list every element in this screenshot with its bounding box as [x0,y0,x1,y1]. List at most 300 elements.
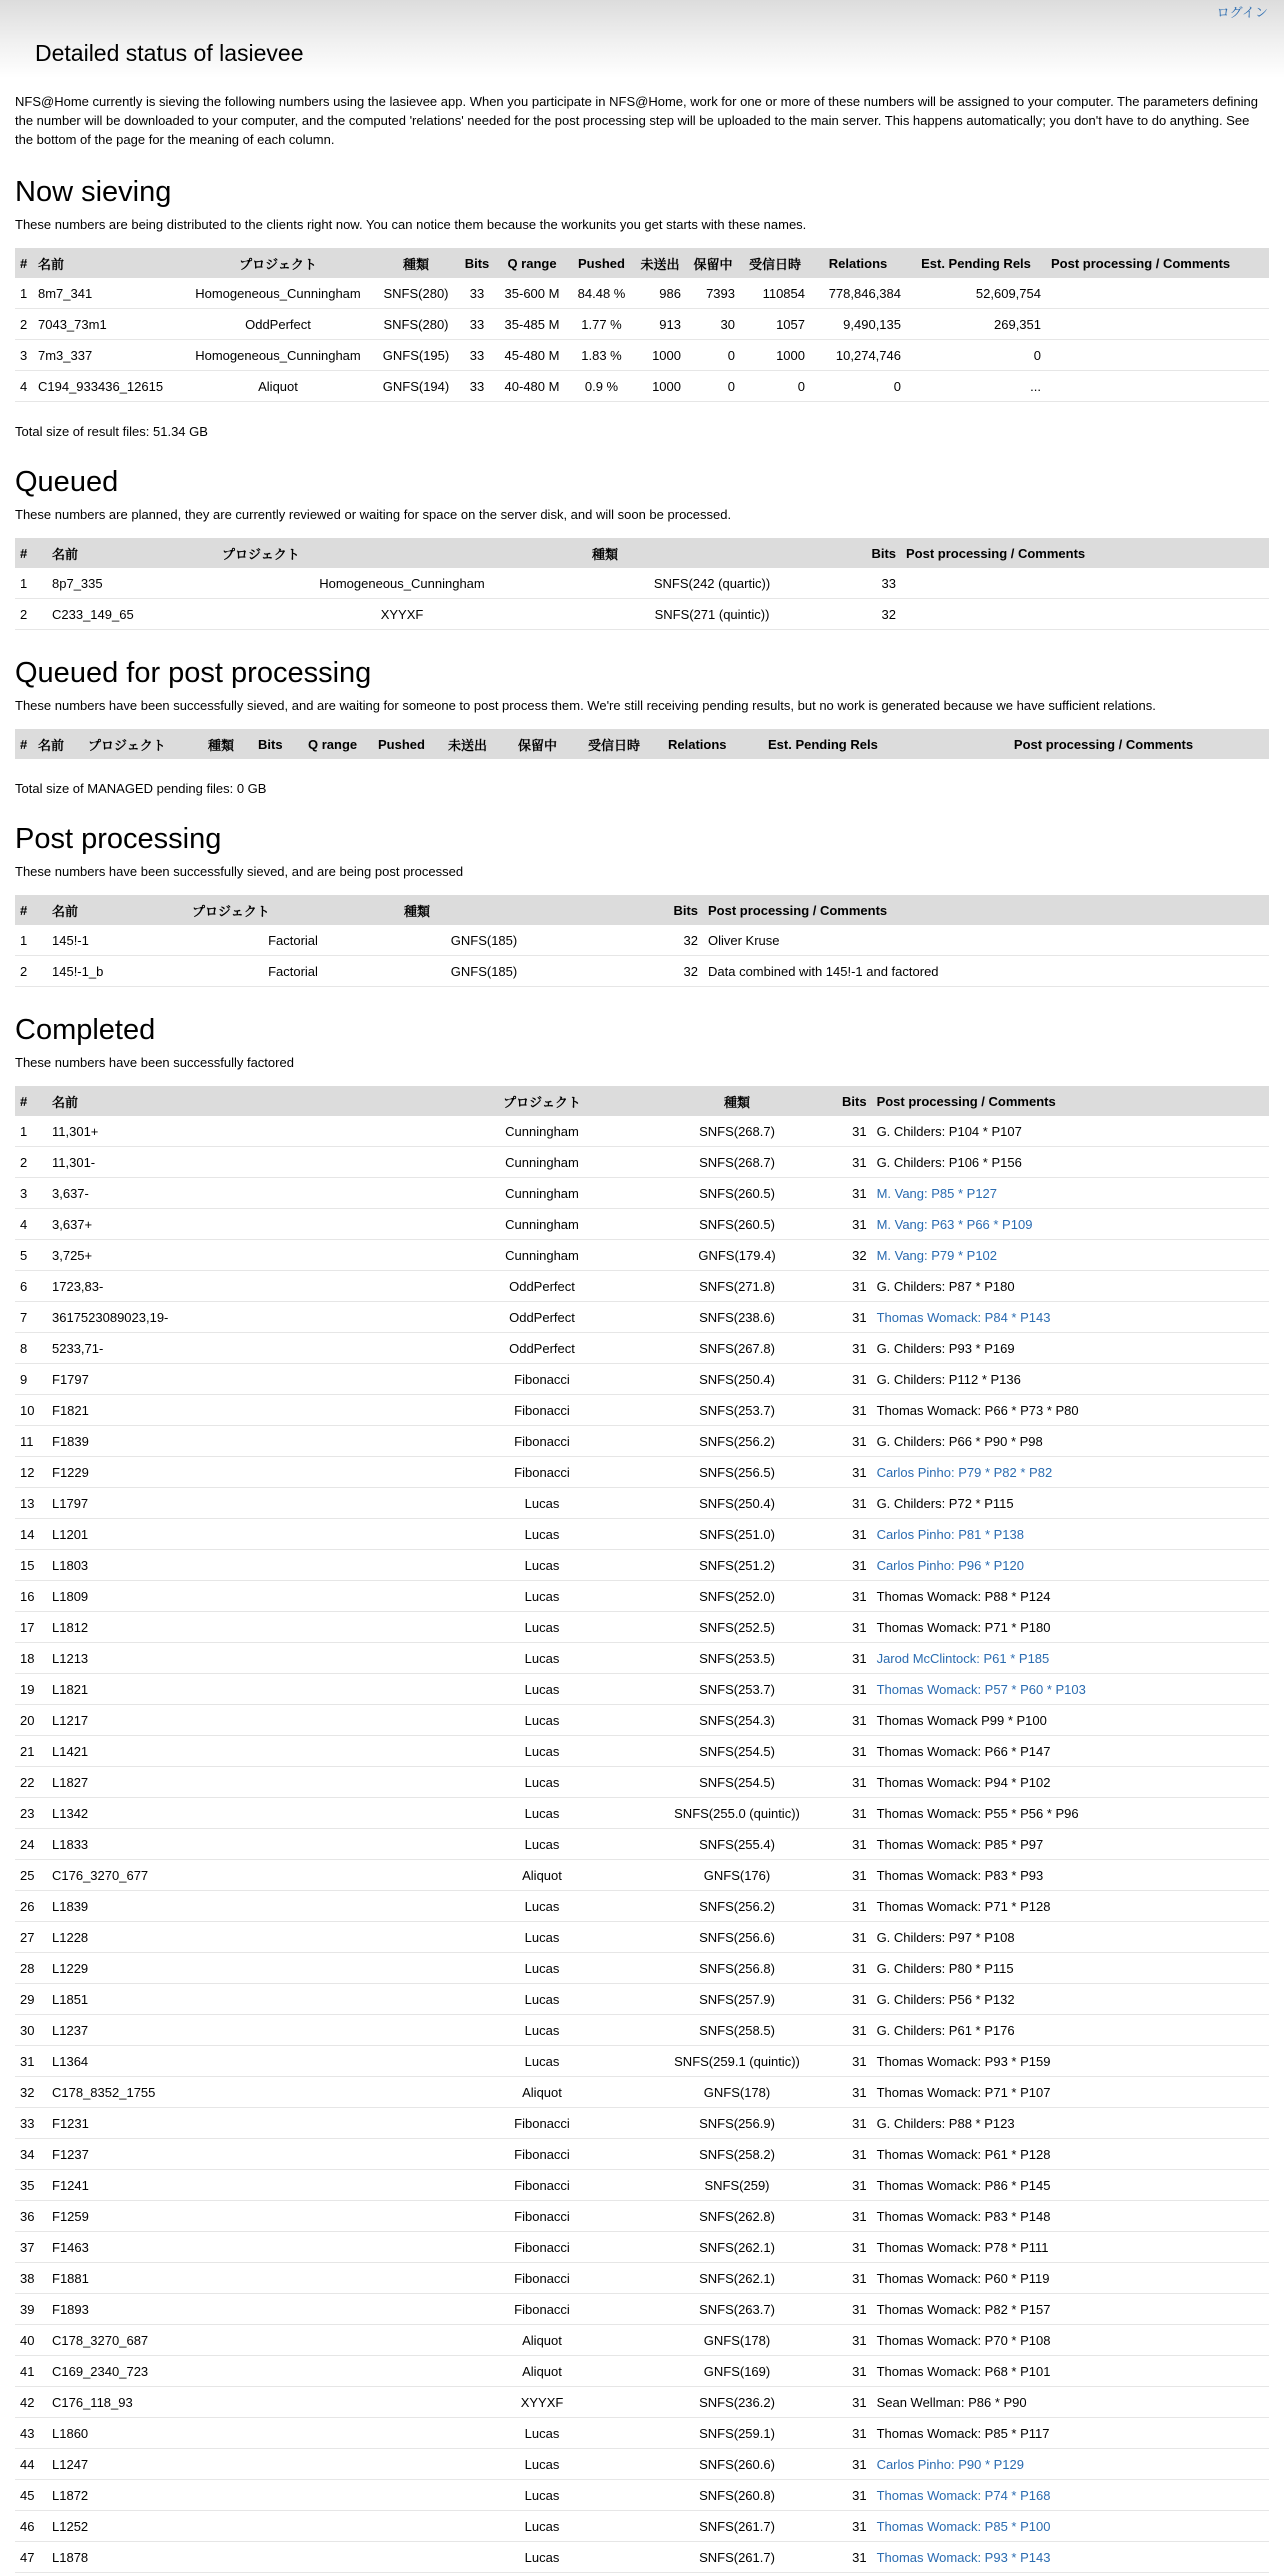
table-cell: 32 [837,1240,872,1271]
table-row [15,1271,1269,1302]
table-cell: Sean Wellman: P86 * P90 [872,2387,1269,2418]
table-cell: C176_118_93 [47,2387,447,2418]
table-cell: 110854 [740,278,810,309]
column-header: Bits [459,248,495,278]
table-cell: 31 [837,1271,872,1302]
table-row [15,371,1269,402]
table-cell: SNFS(251.0) [637,1519,837,1550]
table-cell: Lucas [447,1984,637,2015]
table-cell: 3 [15,340,33,371]
table-cell: GNFS(179.4) [637,1240,837,1271]
table-cell: Lucas [447,1488,637,1519]
table-cell: L1821 [47,1674,447,1705]
table-cell: 0 [810,371,906,402]
column-header: Q range [303,729,373,759]
table-cell: 35-485 M [495,309,569,340]
table-cell: Lucas [447,1674,637,1705]
table-row [15,340,1269,371]
table-cell: Aliquot [183,371,373,402]
table-row [15,568,1269,599]
table-cell: 31 [837,2542,872,2573]
table-cell: 35 [15,2170,47,2201]
table-cell: 47 [15,2542,47,2573]
table-cell: SNFS(271.8) [637,1271,837,1302]
table-cell: 31 [837,2263,872,2294]
table-cell: SNFS(254.3) [637,1705,837,1736]
sieving-total: Total size of result files: 51.34 GB [15,424,208,439]
table-cell: 84.48 % [569,278,634,309]
table-row [15,1953,1269,1984]
table-cell: GNFS(185) [399,925,569,956]
table-row [15,2325,1269,2356]
table-cell: 13 [15,1488,47,1519]
table-cell: L1237 [47,2015,447,2046]
table-cell: 23 [15,1798,47,1829]
column-header: 名前 [47,1086,447,1116]
table-cell: GNFS(169) [637,2356,837,2387]
table-cell: F1229 [47,1457,447,1488]
table-cell: F1231 [47,2108,447,2139]
table-cell: GNFS(178) [637,2325,837,2356]
table-cell: 8p7_335 [47,568,217,599]
table-cell: SNFS(268.7) [637,1116,837,1147]
table-cell: G. Childers: P104 * P107 [872,1116,1269,1147]
table-cell: Fibonacci [447,2294,637,2325]
table-cell: 1 [15,1116,47,1147]
table-cell [901,568,1269,599]
table-cell: SNFS(261.7) [637,2542,837,2573]
table-cell: Lucas [447,1581,637,1612]
table-cell: 2 [15,309,33,340]
table-cell: OddPerfect [447,1302,637,1333]
table-cell: 11,301- [47,1147,447,1178]
table-cell: Lucas [447,1612,637,1643]
column-header: 種類 [203,729,253,759]
table-cell: 31 [837,1984,872,2015]
table-cell: 31 [837,2232,872,2263]
table-cell: 31 [837,1798,872,1829]
table-cell: 27 [15,1922,47,1953]
table-cell: Thomas Womack: P66 * P73 * P80 [872,1395,1269,1426]
table-cell: Aliquot [447,2356,637,2387]
intro-text: NFS@Home currently is sieving the following numbers using the lasievee app. When you participate in NFS@Home, work for one or more of these numbers will be assigned to your computer. The parameters defining the number will be downloaded to your computer, and the computed 'relations' needed for the post processing step will be uploaded to the main server. This happens automatically; you don't have to do anything. See the bottom of the page for the meaning of each column. [15,94,1258,147]
table-cell: 1 [15,568,47,599]
sieving-description: These numbers are being distributed to the clients right now. You can notice them because the workunits you get starts with these names. [15,217,807,232]
table-cell: G. Childers: P56 * P132 [872,1984,1269,2015]
table-cell: Homogeneous_Cunningham [183,278,373,309]
table-cell: 1057 [740,309,810,340]
sieving-title: Now sieving [15,176,172,208]
result-link[interactable]: M. Vang: P63 * P66 * P109 [872,1209,1269,1240]
column-header: Post processing / Comments [901,538,1269,568]
table-cell: XYYXF [447,2387,637,2418]
table-cell: SNFS(260.6) [637,2449,837,2480]
table-cell: 43 [15,2418,47,2449]
table-cell: 16 [15,1581,47,1612]
table-cell: SNFS(271 (quintic)) [587,599,837,630]
table-cell: 31 [837,2046,872,2077]
table-cell: 33 [459,278,495,309]
column-header: 種類 [637,1086,837,1116]
table-cell: Fibonacci [447,1457,637,1488]
table-cell: L1217 [47,1705,447,1736]
table-cell: 33 [837,568,901,599]
table-cell [1046,340,1269,371]
table-cell: G. Childers: P97 * P108 [872,1922,1269,1953]
table-cell: Fibonacci [447,2170,637,2201]
table-cell: 31 [15,2046,47,2077]
table-cell: L1860 [47,2418,447,2449]
table-cell: 31 [837,2387,872,2418]
table-cell: Thomas Womack: P83 * P93 [872,1860,1269,1891]
table-cell: 145!-1 [47,925,187,956]
queued-table [15,538,1269,630]
table-cell: Cunningham [447,1147,637,1178]
table-cell: Thomas Womack: P93 * P159 [872,2046,1269,2077]
table-cell: Fibonacci [447,2139,637,2170]
table-cell: Aliquot [447,2325,637,2356]
table-row [15,1178,1269,1209]
table-cell: G. Childers: P112 * P136 [872,1364,1269,1395]
table-cell: 11 [15,1426,47,1457]
table-cell: L1797 [47,1488,447,1519]
table-cell: Fibonacci [447,2232,637,2263]
table-cell: Homogeneous_Cunningham [217,568,587,599]
table-row [15,1798,1269,1829]
table-cell: Thomas Womack: P82 * P157 [872,2294,1269,2325]
result-link[interactable]: Jarod McClintock: P61 * P185 [872,1643,1269,1674]
result-link[interactable]: M. Vang: P79 * P102 [872,1240,1269,1271]
table-cell: 31 [837,1395,872,1426]
table-cell: 1000 [634,340,686,371]
table-row [15,1209,1269,1240]
table-cell: Thomas Womack: P85 * P97 [872,1829,1269,1860]
column-header: Post processing / Comments [938,729,1269,759]
table-cell: L1228 [47,1922,447,1953]
table-cell: 33 [459,371,495,402]
table-cell: SNFS(256.2) [637,1426,837,1457]
table-cell: 1.83 % [569,340,634,371]
table-cell: GNFS(176) [637,1860,837,1891]
table-cell: 10 [15,1395,47,1426]
table-cell: 1 [15,925,47,956]
table-cell: F1821 [47,1395,447,1426]
table-row [15,1674,1269,1705]
queued-pp-total: Total size of MANAGED pending files: 0 GB [15,781,267,796]
table-cell: SNFS(250.4) [637,1488,837,1519]
table-cell: 22 [15,1767,47,1798]
table-cell: 44 [15,2449,47,2480]
queued-pp-header-row [15,729,1269,759]
table-cell: 0 [686,340,740,371]
table-cell: Thomas Womack: P78 * P111 [872,2232,1269,2263]
table-cell: SNFS(256.5) [637,1457,837,1488]
result-link[interactable]: Thomas Womack: P93 * P143 [872,2542,1269,2573]
table-cell: Lucas [447,2542,637,2573]
table-cell: G. Childers: P80 * P115 [872,1953,1269,1984]
table-cell: 26 [15,1891,47,1922]
table-cell: 31 [837,1209,872,1240]
table-cell: 31 [837,2449,872,2480]
sieving-header-row [15,248,1269,278]
column-header: Relations [663,729,763,759]
table-cell: SNFS(253.5) [637,1643,837,1674]
table-cell: 31 [837,1519,872,1550]
column-header: 名前 [33,729,83,759]
table-cell: Thomas Womack: P94 * P102 [872,1767,1269,1798]
table-cell: Cunningham [447,1240,637,1271]
table-cell: 31 [837,2108,872,2139]
table-row [15,1240,1269,1271]
table-cell: Thomas Womack: P61 * P128 [872,2139,1269,2170]
table-cell: Lucas [447,1798,637,1829]
table-cell: 12 [15,1457,47,1488]
table-cell: 42 [15,2387,47,2418]
table-cell: Thomas Womack: P68 * P101 [872,2356,1269,2387]
table-row [15,1612,1269,1643]
table-row [15,1395,1269,1426]
table-cell: Factorial [187,925,399,956]
table-cell: Lucas [447,1767,637,1798]
table-cell: SNFS(260.5) [637,1178,837,1209]
column-header: # [15,895,47,925]
table-cell: 0.9 % [569,371,634,402]
table-cell: GNFS(178) [637,2077,837,2108]
table-cell: Homogeneous_Cunningham [183,340,373,371]
table-cell: L1342 [47,1798,447,1829]
table-cell: G. Childers: P66 * P90 * P98 [872,1426,1269,1457]
result-link[interactable]: Carlos Pinho: P96 * P120 [872,1550,1269,1581]
result-link[interactable]: Carlos Pinho: P81 * P138 [872,1519,1269,1550]
result-link[interactable]: Thomas Womack: P74 * P168 [872,2480,1269,2511]
table-row [15,2232,1269,2263]
table-cell: G. Childers: P88 * P123 [872,2108,1269,2139]
table-cell: 38 [15,2263,47,2294]
table-cell: GNFS(195) [373,340,459,371]
result-link[interactable]: Thomas Womack: P57 * P60 * P103 [872,1674,1269,1705]
table-cell: GNFS(194) [373,371,459,402]
table-cell: F1881 [47,2263,447,2294]
table-cell: SNFS(258.2) [637,2139,837,2170]
table-cell: 32 [15,2077,47,2108]
queued-description: These numbers are planned, they are currently reviewed or waiting for space on the server disk, and will soon be processed. [15,507,732,522]
table-cell: 7m3_337 [33,340,183,371]
table-cell: 31 [837,1705,872,1736]
table-cell [1046,371,1269,402]
table-row [15,1643,1269,1674]
table-cell: Cunningham [447,1116,637,1147]
column-header: 種類 [373,248,459,278]
table-cell: 2 [15,1147,47,1178]
table-cell: 913 [634,309,686,340]
table-cell: 31 [837,2294,872,2325]
completed-title: Completed [15,1014,156,1046]
column-header: Bits [253,729,303,759]
table-row [15,925,1269,956]
table-cell: L1252 [47,2511,447,2542]
table-cell: 9,490,135 [810,309,906,340]
table-cell: 46 [15,2511,47,2542]
table-row [15,1581,1269,1612]
table-cell: Thomas Womack: P85 * P117 [872,2418,1269,2449]
table-cell: 33 [15,2108,47,2139]
table-cell: 1000 [740,340,810,371]
column-header: 保留中 [513,729,583,759]
table-cell: 32 [569,956,703,987]
table-cell: L1229 [47,1953,447,1984]
table-row [15,2046,1269,2077]
table-row [15,599,1269,630]
table-cell: 32 [569,925,703,956]
table-cell: 31 [837,1426,872,1457]
result-link[interactable]: Thomas Womack: P84 * P143 [872,1302,1269,1333]
table-cell: XYYXF [217,599,587,630]
sieving-table [15,248,1269,402]
completed-table [15,1086,1269,2573]
table-cell: 33 [459,340,495,371]
result-link[interactable]: M. Vang: P85 * P127 [872,1178,1269,1209]
table-cell: 37 [15,2232,47,2263]
table-row [15,1364,1269,1395]
table-row [15,1457,1269,1488]
table-cell: SNFS(262.1) [637,2232,837,2263]
table-cell: 31 [837,2201,872,2232]
table-cell: SNFS(255.4) [637,1829,837,1860]
column-header: 種類 [399,895,569,925]
table-row [15,2015,1269,2046]
table-cell: 29 [15,1984,47,2015]
table-cell: 30 [15,2015,47,2046]
table-cell: 3617523089023,19- [47,1302,447,1333]
column-header: Est. Pending Rels [763,729,938,759]
table-cell: G. Childers: P72 * P115 [872,1488,1269,1519]
table-row [15,1302,1269,1333]
table-cell: 31 [837,1891,872,1922]
table-cell: SNFS(260.5) [637,1209,837,1240]
table-cell: SNFS(261.7) [637,2511,837,2542]
table-cell: 31 [837,2015,872,2046]
table-cell: L1839 [47,1891,447,1922]
column-header: プロジェクト [217,538,587,568]
table-cell: 3,637- [47,1178,447,1209]
table-cell: 31 [837,1550,872,1581]
table-cell: Lucas [447,1550,637,1581]
table-cell: SNFS(280) [373,309,459,340]
column-header: Post processing / Comments [703,895,1269,925]
table-cell: 31 [837,2418,872,2449]
table-cell: F1893 [47,2294,447,2325]
table-cell: Lucas [447,1922,637,1953]
table-cell [1046,278,1269,309]
table-cell: Thomas Womack: P88 * P124 [872,1581,1269,1612]
table-cell: 31 [837,2170,872,2201]
queued-pp-description: These numbers have been successfully sieved, and are waiting for someone to post process them. We're still receiving pending results, but no work is generated because we have sufficient relations. [15,698,1156,713]
table-cell: 31 [837,1767,872,1798]
table-row [15,956,1269,987]
table-cell: SNFS(263.7) [637,2294,837,2325]
column-header: Bits [569,895,703,925]
completed-description: These numbers have been successfully factored [15,1055,294,1070]
table-cell: Cunningham [447,1178,637,1209]
table-cell: L1213 [47,1643,447,1674]
table-cell: SNFS(262.1) [637,2263,837,2294]
table-row [15,1519,1269,1550]
table-cell: SNFS(256.2) [637,1891,837,1922]
table-cell: Factorial [187,956,399,987]
table-cell: 31 [837,2480,872,2511]
table-cell: SNFS(256.6) [637,1922,837,1953]
table-cell: 3,637+ [47,1209,447,1240]
table-cell: Thomas Womack: P70 * P108 [872,2325,1269,2356]
table-cell: ... [906,371,1046,402]
table-cell: 778,846,384 [810,278,906,309]
table-cell: Thomas Womack: P71 * P107 [872,2077,1269,2108]
table-cell: L1812 [47,1612,447,1643]
post-processing-header-row [15,895,1269,925]
table-cell: 10,274,746 [810,340,906,371]
table-cell: F1797 [47,1364,447,1395]
login-link[interactable]: ログイン [1216,5,1268,20]
table-cell: Lucas [447,1891,637,1922]
table-row [15,1426,1269,1457]
column-header: Q range [495,248,569,278]
result-link[interactable]: Carlos Pinho: P79 * P82 * P82 [872,1457,1269,1488]
table-cell: 7043_73m1 [33,309,183,340]
table-cell: 7 [15,1302,47,1333]
table-cell: 31 [837,1829,872,1860]
column-header: Est. Pending Rels [906,248,1046,278]
column-header: 未送出 [634,248,686,278]
table-row [15,2480,1269,2511]
table-cell: 7393 [686,278,740,309]
table-cell: 17 [15,1612,47,1643]
column-header: 種類 [587,538,837,568]
table-cell: 40-480 M [495,371,569,402]
table-cell: 11,301+ [47,1116,447,1147]
table-row [15,1116,1269,1147]
result-link[interactable]: Carlos Pinho: P90 * P129 [872,2449,1269,2480]
table-cell: SNFS(255.0 (quintic)) [637,1798,837,1829]
table-cell: 31 [837,1178,872,1209]
top-bar [0,0,1284,78]
table-cell: 45 [15,2480,47,2511]
table-cell: OddPerfect [447,1271,637,1302]
column-header: 名前 [47,895,187,925]
table-cell: 41 [15,2356,47,2387]
table-cell: C178_8352_1755 [47,2077,447,2108]
table-cell: Thomas Womack P99 * P100 [872,1705,1269,1736]
column-header: Post processing / Comments [872,1086,1269,1116]
table-cell: 25 [15,1860,47,1891]
table-row [15,2449,1269,2480]
table-cell: 31 [837,1147,872,1178]
table-cell: SNFS(258.5) [637,2015,837,2046]
table-cell: 0 [686,371,740,402]
table-cell: Thomas Womack: P60 * P119 [872,2263,1269,2294]
table-cell: G. Childers: P61 * P176 [872,2015,1269,2046]
column-header: 名前 [33,248,183,278]
table-cell: 52,609,754 [906,278,1046,309]
table-row [15,1550,1269,1581]
table-cell: 31 [837,1736,872,1767]
table-cell: SNFS(238.6) [637,1302,837,1333]
table-row [15,1488,1269,1519]
table-cell: 6 [15,1271,47,1302]
column-header: プロジェクト [187,895,399,925]
table-row [15,1891,1269,1922]
result-link[interactable]: Thomas Womack: P85 * P100 [872,2511,1269,2542]
table-cell: 31 [837,2139,872,2170]
